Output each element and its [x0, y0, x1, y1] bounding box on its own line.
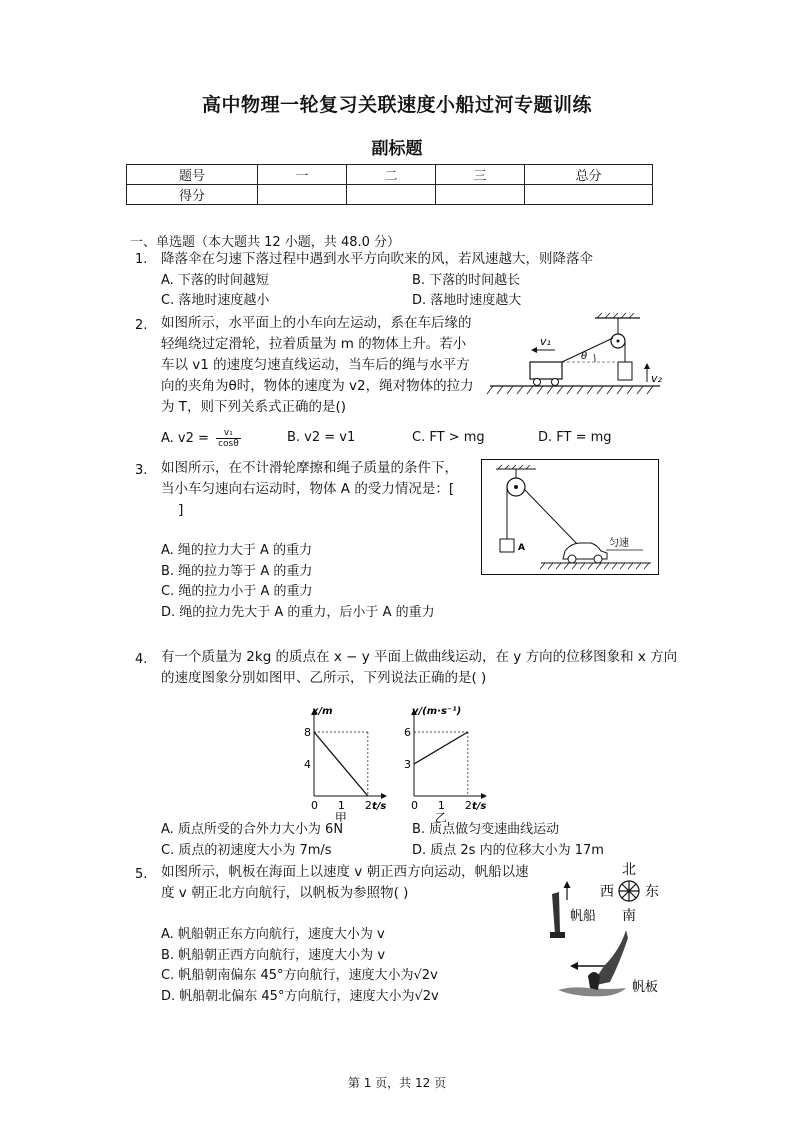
option-c: C. FT > mg [412, 430, 485, 445]
chart-jia [296, 704, 396, 822]
car-pulley-figure [481, 459, 659, 576]
sailboat-figure [548, 858, 668, 1008]
page-title: 高中物理一轮复习关联速度小船过河专题训练 [201, 94, 592, 116]
stem-line: 度 v 朝正北方向航行，以帆板为参照物( ) [161, 885, 409, 901]
angle-arc [594, 354, 595, 362]
stem-line: 如图所示，水平面上的小车向左运动，系在车后缘的 [161, 315, 472, 331]
x-axis-arrowhead [381, 793, 387, 799]
ceiling-hatch [597, 313, 634, 318]
v2-label: v₂ [651, 372, 662, 385]
x-tick-label: 1 [437, 799, 445, 812]
table-cell: 二 [347, 165, 436, 185]
boat-label: 帆船 [570, 909, 597, 924]
sailboat-icon [552, 892, 560, 934]
fraction-numerator: v₁ [216, 428, 241, 439]
option-d: D. 质点 2s 内的位移大小为 17m [412, 843, 604, 858]
y-tick-label: 4 [304, 758, 311, 771]
chart-title: 乙 [434, 811, 447, 822]
x-tick-label: 0 [411, 799, 418, 812]
stem-line: 当小车匀速向右运动时，物体 A 的受力情况是：[ [161, 481, 455, 497]
board-label: 帆板 [632, 980, 659, 995]
stem-line: 的速度图象分别如图甲、乙所示，下列说法正确的是( ) [161, 670, 487, 686]
v2-arrowhead [644, 363, 650, 369]
pulley-axle [617, 340, 620, 343]
table-cell: 一 [258, 165, 347, 185]
compass-north: 北 [622, 862, 636, 878]
stem-line: 为 T，则下列关系式正确的是() [161, 399, 347, 415]
question-number: 3. [135, 463, 148, 478]
cart-wheel [552, 379, 559, 386]
x-tick-label: 0 [311, 799, 318, 812]
boat-hull [550, 932, 565, 938]
fraction [216, 428, 241, 449]
table-cell: 题号 [127, 165, 258, 185]
question-stem [161, 647, 677, 689]
question-stem [161, 313, 474, 418]
x-axis-label: t/s [472, 801, 487, 812]
series-line [414, 732, 468, 764]
cart-body [530, 362, 562, 379]
option-c: C. 帆船朝南偏东 45°方向航行，速度大小为√2v [161, 968, 438, 983]
boat-arrowhead [564, 881, 571, 888]
v1-arrowhead [531, 347, 537, 353]
water-splash [558, 987, 626, 996]
table-row [127, 165, 653, 185]
option-c: C. 落地时速度越小 [161, 293, 270, 308]
option-d: D. 绳的拉力先大于 A 的重力，后小于 A 的重力 [161, 604, 435, 620]
compass-spokes [619, 881, 639, 901]
table-cell [436, 185, 525, 205]
stem-line: 有一个质量为 2kg 的质点在 x − y 平面上做曲线运动，在 y 方向的位移图象和 x 方向 [161, 649, 678, 665]
option-b: B. 绳的拉力等于 A 的重力 [161, 563, 313, 579]
x-tick-label: 2 [464, 799, 472, 812]
cart-wheel [534, 379, 541, 386]
option-b: B. 质点做匀变速曲线运动 [412, 822, 560, 837]
option-a-label: A. v2 = [161, 431, 209, 446]
stem-line: 向的夹角为θ时，物体的速度为 v2，绳对物体的拉力 [161, 378, 474, 394]
theta-label: θ [581, 351, 588, 362]
compass-west: 西 [600, 884, 614, 900]
table-cell: 总分 [525, 165, 653, 185]
cart-pulley-figure [485, 310, 665, 405]
option-c: C. 质点的初速度大小为 7m/s [161, 843, 332, 858]
stem-line: 轻绳绕过定滑轮，拉着质量为 m 的物体上升。若小 [161, 336, 467, 352]
car-wheel [594, 555, 602, 563]
table-cell [347, 185, 436, 205]
question-stem [161, 458, 458, 521]
chart-title: 甲 [334, 811, 347, 822]
fraction-denominator: cosθ [218, 439, 239, 449]
y-axis-label: v/(m·s⁻¹) [412, 706, 462, 717]
ground-hatch [487, 386, 653, 394]
option-a: A. 帆船朝正东方向航行，速度大小为 v [161, 927, 385, 942]
option-a: A. 质点所受的合外力大小为 6N [161, 822, 344, 837]
table-cell: 三 [436, 165, 525, 185]
stem-line: 如图所示，在不计滑轮摩擦和绳子质量的条件下， [161, 460, 458, 476]
option-b: B. v2 = v1 [287, 430, 356, 445]
compass-south: 南 [622, 908, 636, 924]
option-a: A. 下落的时间越短 [161, 273, 269, 288]
block-a [500, 539, 514, 552]
stem-line: 车以 v1 的速度匀速直线运动，当车后的绳与水平方 [161, 357, 470, 373]
x-axis-arrowhead [481, 793, 487, 799]
v1-label: v₁ [540, 335, 551, 348]
x-tick-label: 2 [364, 799, 372, 812]
stem-line: ] [161, 502, 184, 518]
question-stem: 降落伞在匀速下落过程中遇到水平方向吹来的风，若风速越大，则降落伞 [161, 251, 593, 267]
series-line [314, 732, 368, 796]
sailor-figure [588, 972, 600, 990]
compass-east: 东 [645, 884, 659, 900]
option-c: C. 绳的拉力小于 A 的重力 [161, 584, 313, 599]
option-a: A. 绳的拉力大于 A 的重力 [161, 543, 313, 558]
stem-line: 如图所示，帆板在海面上以速度 v 朝正西方向运动，帆船以速 [161, 864, 529, 880]
rope-slant [562, 338, 613, 362]
x-tick-label: 1 [337, 799, 345, 812]
question-number: 1. [135, 252, 148, 267]
option-list [161, 541, 435, 623]
board-arrowhead [570, 962, 578, 970]
pulley-axle [514, 485, 518, 489]
option-a [161, 428, 241, 450]
hanging-block [618, 362, 632, 380]
option-b: B. 帆船朝正西方向航行，速度大小为 v [161, 947, 386, 963]
table-cell [525, 185, 653, 205]
question-stem [161, 862, 529, 904]
option-b: B. 下落的时间越长 [412, 273, 521, 288]
car-wheel [568, 555, 576, 563]
x-axis-label: t/s [372, 801, 387, 812]
y-axis-label: x/m [312, 706, 333, 717]
page-footer: 第 1 页，共 12 页 [347, 1076, 447, 1090]
option-d: D. 落地时速度越大 [412, 293, 522, 308]
y-tick-label: 3 [404, 758, 411, 771]
y-tick-label: 8 [304, 726, 311, 739]
question-number: 4. [135, 652, 148, 667]
table-row [127, 185, 653, 205]
section-heading: 一、单选题（本大题共 12 小题，共 48.0 分） [130, 235, 401, 250]
page-subtitle: 副标题 [371, 139, 423, 159]
block-label: A [518, 543, 525, 553]
score-table [126, 164, 653, 205]
motion-label: 匀速 [609, 538, 629, 549]
question-number: 2. [135, 318, 148, 333]
question-number: 5. [135, 867, 148, 882]
y-tick-label: 6 [404, 726, 411, 739]
chart-yi [396, 704, 504, 822]
table-cell: 得分 [127, 185, 258, 205]
option-d: D. 帆船朝北偏东 45°方向航行，速度大小为√2v [161, 988, 439, 1004]
table-cell [258, 185, 347, 205]
option-d: D. FT = mg [538, 430, 612, 445]
option-list [161, 925, 439, 1007]
